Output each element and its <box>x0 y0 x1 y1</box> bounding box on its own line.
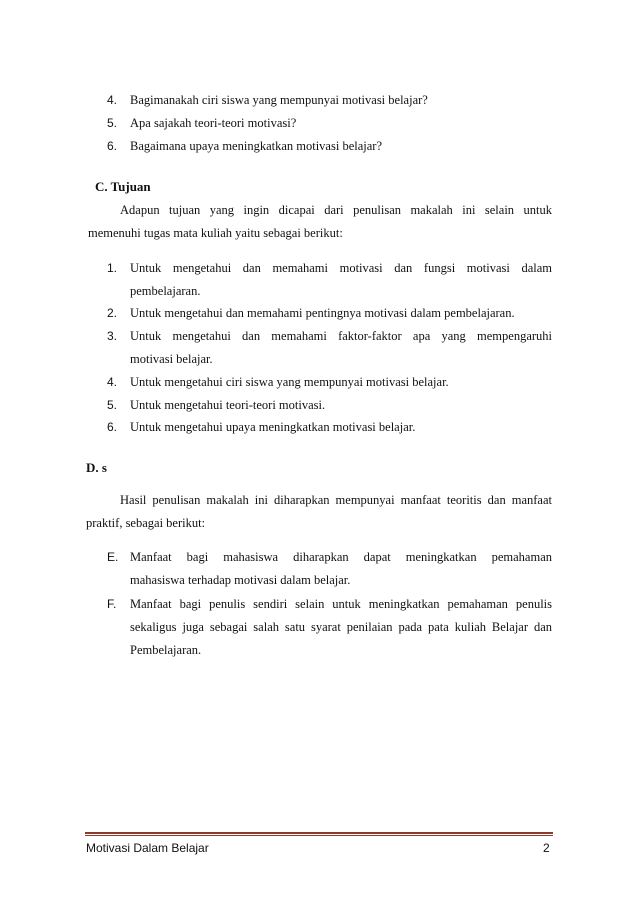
list-letter: F. <box>107 597 117 611</box>
paragraph-line: memenuhi tugas mata kuliah yaitu sebagai berikut: <box>88 226 343 240</box>
list-item: Manfaat bagi penulis sendiri selain untuk meningkatkan pemahaman penulis <box>130 597 552 611</box>
list-item-continuation: mahasiswa terhadap motivasi dalam belajar. <box>130 573 351 587</box>
page-number: 2 <box>543 841 550 855</box>
list-number: 1. <box>107 261 118 275</box>
list-number: 4. <box>107 93 118 107</box>
list-item-continuation: sekaligus juga sebagai salah satu syarat penilaian pada pata kuliah Belajar dan <box>130 620 552 634</box>
list-item-continuation: pembelajaran. <box>130 284 201 298</box>
footer-rule <box>85 835 553 836</box>
list-item-continuation: Pembelajaran. <box>130 643 202 657</box>
list-item: Apa sajakah teori-teori motivasi? <box>130 116 297 130</box>
list-number: 3. <box>107 329 118 343</box>
list-item: Manfaat bagi mahasiswa diharapkan dapat meningkatkan pemahaman <box>130 550 552 564</box>
list-number: 4. <box>107 375 118 389</box>
list-number: 2. <box>107 306 118 320</box>
list-number: 6. <box>107 139 118 153</box>
list-number: 5. <box>107 116 118 130</box>
list-item: Untuk mengetahui teori-teori motivasi. <box>130 398 326 412</box>
paragraph-line: Adapun tujuan yang ingin dicapai dari penulisan makalah ini selain untuk <box>120 203 552 217</box>
list-number: 6. <box>107 420 118 434</box>
list-item: Bagaimana upaya meningkatkan motivasi belajar? <box>130 139 382 153</box>
list-item: Untuk mengetahui upaya meningkatkan motivasi belajar. <box>130 420 416 434</box>
list-item-continuation: motivasi belajar. <box>130 352 213 366</box>
list-item: Untuk mengetahui dan memahami pentingnya motivasi dalam pembelajaran. <box>130 306 515 320</box>
list-letter: E. <box>107 550 119 564</box>
list-item: Untuk mengetahui dan memahami faktor-faktor apa yang mempengaruhi <box>130 329 552 343</box>
list-number: 5. <box>107 398 118 412</box>
list-item: Untuk mengetahui dan memahami motivasi dan fungsi motivasi dalam <box>130 261 552 275</box>
paragraph-line: praktif, sebagai berikut: <box>86 516 206 530</box>
footer-rule <box>85 832 553 834</box>
list-item: Bagimanakah ciri siswa yang mempunyai motivasi belajar? <box>130 93 428 107</box>
section-heading: C. Tujuan <box>95 179 151 194</box>
list-item: Untuk mengetahui ciri siswa yang mempunyai motivasi belajar. <box>130 375 449 389</box>
paragraph-line: Hasil penulisan makalah ini diharapkan mempunyai manfaat teoritis dan manfaat <box>120 493 552 507</box>
section-heading: D. s <box>86 460 107 475</box>
footer-title: Motivasi Dalam Belajar <box>86 841 209 855</box>
